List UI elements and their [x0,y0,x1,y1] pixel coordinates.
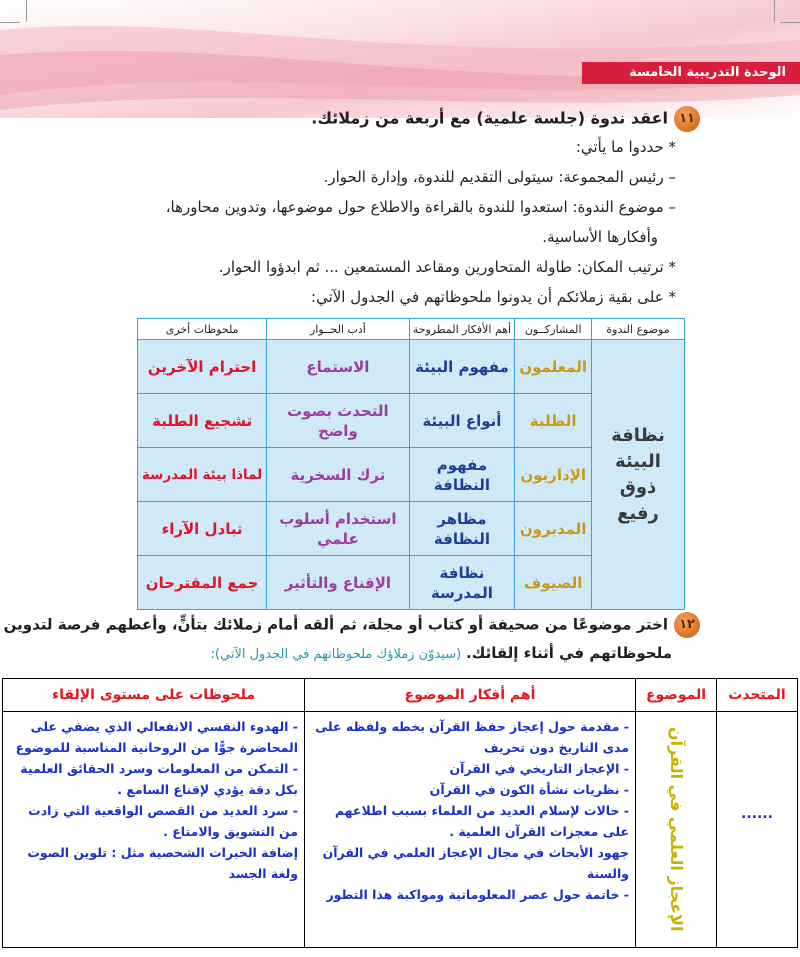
idea-item: - خاتمة حول عصر المعلوماتية ومواكبة هذا التطور [326,887,629,902]
column-header: موضوع الندوة [592,319,685,340]
header-swoosh [0,0,800,118]
speech-topic: الإعجاز العلمي في القرآن [667,727,686,932]
notes-cell: تبادل الآراء [138,502,267,556]
seminar-topic: نظافة البيئة ذوق رفيع [592,340,685,610]
exercise-12-text: اختر موضوعًا من صحيفة أو كتاب أو مجلة، ثم ألقه أمام زملائك بتأنٍّ، وأعطهم فرصة لتدوين [3,615,668,634]
crop-mark [780,22,800,23]
table-row [3,712,798,948]
participants-cell: الطلبة [515,394,592,448]
etiquette-cell: ترك السخرية [267,448,409,502]
speech-notes-table [2,678,798,948]
idea-item: - حالات لإسلام العديد من العلماء بسبب اطلاعهم على معجزات القرآن العلمية . [334,803,629,839]
notes-cell: جمع المقترحان [138,556,267,610]
crop-mark [774,0,775,22]
exercise-number-badge: ١٢ [674,612,700,638]
etiquette-cell: الإقناع والتأثير [267,556,409,610]
instruction-line: وأفكارها الأساسية. [542,228,658,246]
etiquette-cell: استخدام أسلوب علمي [267,502,409,556]
unit-title-tab: الوحدة التدريبية الخامسة [582,62,800,84]
crop-mark [26,0,27,22]
instruction-line: * ترتيب المكان: طاولة المتحاورين ومقاعد المستمعين ... ثم ابدؤوا الحوار. [218,258,676,276]
column-header: أهم الأفكار المطروحة [409,319,515,340]
exercise-11-title-text: اعقد ندوة (جلسة علمية) مع أربعة من زملائك. [311,108,668,128]
idea-item: - نظريات نشأة الكون في القرآن [429,782,629,797]
ideas-cell: مفهوم البيئة [409,340,515,394]
idea-item: جهود الأبحاث في مجال الإعجاز العلمي في القرآن والسنة [322,845,629,881]
instruction-line: – موضوع الندوة: استعدوا للندوة بالقراءة والاطلاع حول موضوعها، وتدوين محاورها، [165,198,676,216]
notes-cell: تشجيع الطلبة [138,394,267,448]
ideas-cell: أنواع البيئة [409,394,515,448]
exercise-number-badge: ١١ [674,106,700,132]
idea-item: - الإعجاز التاريخي في القرآن [449,761,629,776]
column-header: الموضوع [636,679,717,712]
participants-cell: المعلمون [515,340,592,394]
notes-cell: لماذا بيئة المدرسة [138,448,267,502]
column-header: المشاركــون [515,319,592,340]
participants-cell: الضيوف [515,556,592,610]
exercise-11-title [311,106,700,132]
column-header: أهم أفكار الموضوع [305,679,636,712]
topic-cell [636,712,717,948]
participants-cell: المديرون [515,502,592,556]
crop-mark [0,22,20,23]
note-item: - التمكن من المعلومات وسرد الحقائق العلمية بكل دقة يؤدي لإقناع السامع . [20,761,298,797]
speaker-cell [717,712,798,948]
exercise-12-line2-text: ملحوظاتهم في أثناء إلقائك. [465,644,672,662]
etiquette-cell: التحدث بصوت واضح [267,394,409,448]
exercise-12-line2 [211,644,672,662]
column-header: أدب الحــوار [267,319,409,340]
idea-item: - مقدمة حول إعجاز حفظ القرآن بخطه ولفظه على مدى التاريخ دون تحريف [315,719,629,755]
participants-cell: الإداريون [515,448,592,502]
instruction-line: * على بقية زملائكم أن يدونوا ملحوظاتهم في الجدول الآتي: [311,288,676,306]
ideas-cell [305,712,636,948]
exercise-12-line1 [4,612,700,638]
etiquette-cell: الاستماع [267,340,409,394]
speaker-placeholder: ...... [741,806,773,822]
ideas-cell: نظافة المدرسة [409,556,515,610]
table-row [138,340,685,394]
column-header: ملحوظات على مستوى الإلقاء [3,679,305,712]
ideas-cell: مظاهر النظافة [409,502,515,556]
note-item: - الهدوء النفسي الانفعالي الذي يضفي على المحاضرة جوًّا من الروحانية المناسبة للموضوع [15,719,298,755]
column-header: ملحوظات أخرى [138,319,267,340]
instruction-line: – رئيس المجموعة: سيتولى التقديم للندوة، وإدارة الحوار. [323,168,676,186]
column-header: المتحدث [717,679,798,712]
exercise-12-note: (سيدوّن زملاؤك ملحوظاتهم في الجدول الآتي): [210,647,462,662]
instruction-line: * حددوا ما يأتي: [575,138,676,156]
ideas-cell: مفهوم النظافة [409,448,515,502]
seminar-notes-table [137,318,685,610]
notes-cell: احترام الآخرين [138,340,267,394]
note-item: - سرد العديد من القصص الواقعية التي زادت من التشويق والامتاع . [28,803,298,839]
note-item: إضافة الخبرات الشخصية مثل : تلوين الصوت ولغة الجسد [27,845,298,881]
delivery-notes-cell [3,712,305,948]
